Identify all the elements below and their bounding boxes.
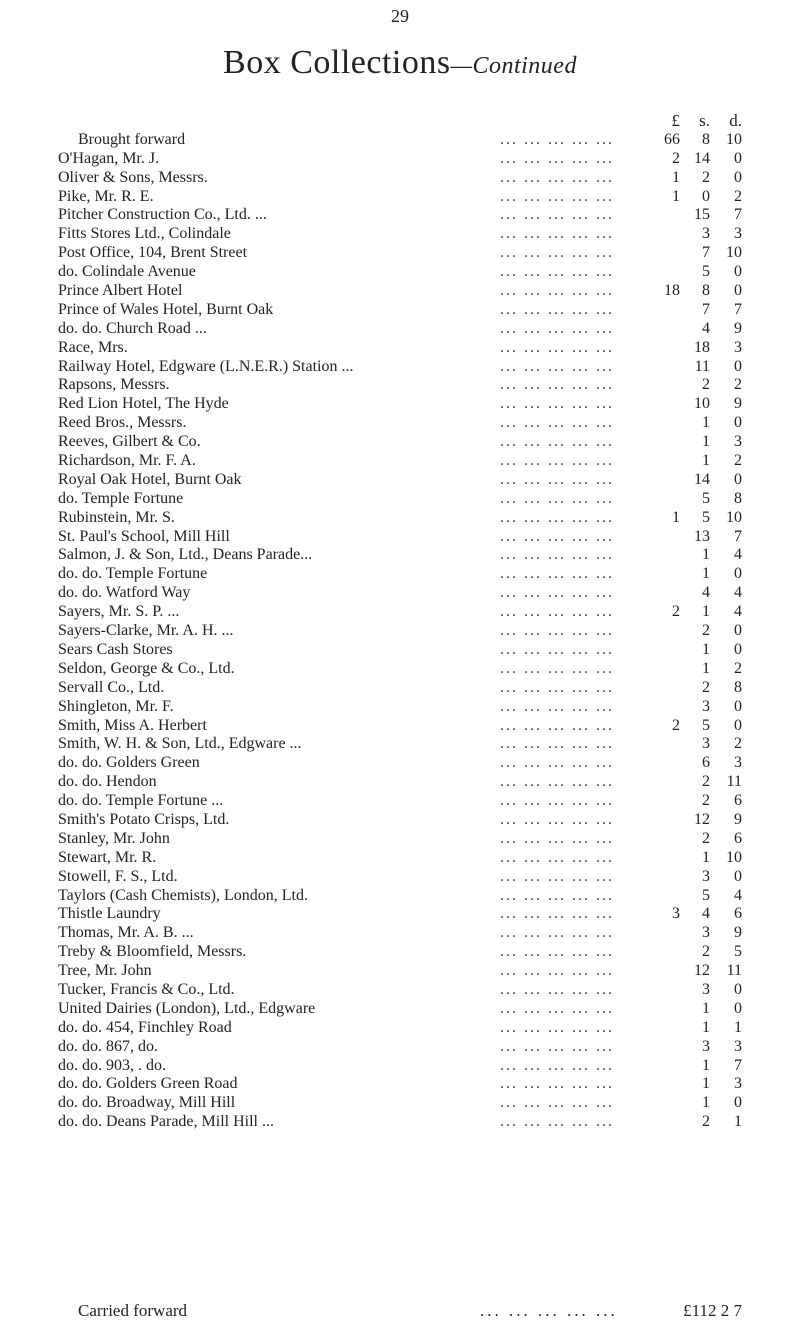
- entry-description: Railway Hotel, Edgware (L.N.E.R.) Station ...: [58, 357, 354, 375]
- amount-pence: 6: [734, 829, 742, 847]
- amount-shillings: 4: [702, 319, 710, 337]
- entry-description: Taylors (Cash Chemists), London, Ltd.: [58, 886, 308, 904]
- entry-description: do. do. Hendon: [58, 773, 157, 791]
- amount-pence: 3: [734, 225, 742, 243]
- amount-shillings: 14: [694, 149, 710, 167]
- ledger-row: [0, 735, 800, 754]
- entry-description: Fitts Stores Ltd., Colindale: [58, 225, 231, 243]
- amount-pence: 0: [734, 640, 742, 658]
- dot-leader: ... ... ... ... ...: [500, 489, 614, 507]
- dot-leader: ... ... ... ... ...: [500, 962, 614, 980]
- amount-shillings: 1: [702, 1075, 710, 1093]
- column-header-row: [0, 112, 800, 131]
- pounds-header: £: [671, 111, 680, 130]
- entry-description: do. do. Temple Fortune: [58, 565, 208, 583]
- dot-leader: ... ... ... ... ...: [500, 168, 614, 186]
- ledger-row: [0, 225, 800, 244]
- amount-shillings: 7: [702, 244, 710, 262]
- dot-leader: ... ... ... ... ...: [500, 773, 614, 791]
- dot-leader: ... ... ... ... ...: [500, 1037, 614, 1055]
- ledger-row: [0, 376, 800, 395]
- amount-shillings: 3: [702, 225, 710, 243]
- dot-leader: ... ... ... ... ...: [500, 810, 614, 828]
- ledger-row: [0, 773, 800, 792]
- entry-description: Rapsons, Messrs.: [58, 376, 170, 394]
- dot-leader: ... ... ... ... ...: [500, 867, 614, 885]
- ledger-row: [0, 509, 800, 528]
- amount-shillings: 2: [702, 376, 710, 394]
- ledger-row: [0, 679, 800, 698]
- amount-pence: 1: [734, 1113, 742, 1131]
- amount-shillings: 2: [702, 168, 710, 186]
- dot-leader: ... ... ... ... ...: [500, 924, 614, 942]
- amount-pence: 0: [734, 149, 742, 167]
- amount-pence: 11: [726, 962, 742, 980]
- amount-shillings: 3: [702, 1037, 710, 1055]
- ledger-row: [0, 320, 800, 339]
- ledger-row: [0, 490, 800, 509]
- amount-pence: 4: [734, 546, 742, 564]
- entry-description: United Dairies (London), Ltd., Edgware: [58, 999, 316, 1017]
- dot-leader: ... ... ... ... ...: [500, 697, 614, 715]
- amount-pence: 0: [734, 867, 742, 885]
- dot-leader: ... ... ... ... ...: [500, 376, 614, 394]
- dot-leader: ... ... ... ... ...: [500, 886, 614, 904]
- entry-description: Smith's Potato Crisps, Ltd.: [58, 810, 230, 828]
- amount-shillings: 3: [702, 735, 710, 753]
- amount-pence: 4: [734, 886, 742, 904]
- amount-pence: 0: [734, 168, 742, 186]
- ledger-row: [0, 981, 800, 1000]
- amount-pence: 0: [734, 470, 742, 488]
- amount-pence: 0: [734, 716, 742, 734]
- carried-forward-label: Carried forward: [78, 1301, 188, 1320]
- ledger-row: [0, 943, 800, 962]
- amount-pence: 3: [734, 1037, 742, 1055]
- ledger-row: [0, 811, 800, 830]
- amount-pence: 7: [734, 527, 742, 545]
- entry-description: Servall Co., Ltd.: [58, 678, 165, 696]
- amount-shillings: 1: [702, 565, 710, 583]
- entry-description: do. do. Church Road ...: [58, 319, 207, 337]
- ledger-row: [0, 339, 800, 358]
- dot-leader: ... ... ... ... ...: [500, 603, 614, 621]
- amount-pence: 8: [734, 489, 742, 507]
- ledger-row: [0, 641, 800, 660]
- ledger-row: [0, 282, 800, 301]
- dot-leader: ... ... ... ... ...: [500, 149, 614, 167]
- amount-pence: 0: [734, 263, 742, 281]
- amount-pence: 9: [734, 395, 742, 413]
- entry-description: Sayers-Clarke, Mr. A. H. ...: [58, 622, 234, 640]
- amount-pounds: 1: [672, 168, 680, 186]
- entry-description: Stewart, Mr. R.: [58, 848, 157, 866]
- amount-shillings: 7: [702, 300, 710, 318]
- entry-description: do. Temple Fortune: [58, 489, 184, 507]
- dot-leader: ... ... ... ... ...: [500, 452, 614, 470]
- ledger-row: [0, 414, 800, 433]
- dot-leader: ... ... ... ... ...: [500, 678, 614, 696]
- dot-leader: ... ... ... ... ...: [500, 263, 614, 281]
- entry-description: Stowell, F. S., Ltd.: [58, 867, 178, 885]
- amount-pence: 3: [734, 338, 742, 356]
- amount-shillings: 8: [702, 130, 710, 148]
- dot-leader: ... ... ... ... ...: [500, 546, 614, 564]
- amount-shillings: 1: [702, 640, 710, 658]
- ledger-row: [0, 301, 800, 320]
- dot-leader: ... ... ... ... ...: [500, 980, 614, 998]
- entry-description: Treby & Bloomfield, Messrs.: [58, 943, 247, 961]
- page-title: [0, 44, 800, 82]
- ledger-row: [0, 358, 800, 377]
- ledger-row: [0, 452, 800, 471]
- amount-shillings: 2: [702, 622, 710, 640]
- dot-leader: ... ... ... ... ...: [500, 319, 614, 337]
- ledger-row: [0, 887, 800, 906]
- entry-description: Richardson, Mr. F. A.: [58, 452, 196, 470]
- amount-pence: 0: [734, 999, 742, 1017]
- dot-leader: ... ... ... ... ...: [500, 943, 614, 961]
- ledger-row: [0, 1019, 800, 1038]
- entry-description: Brought forward: [78, 130, 186, 148]
- dot-leader: ... ... ... ... ...: [500, 584, 614, 602]
- amount-pence: 10: [726, 244, 742, 262]
- dot-leader: ... ... ... ... ...: [500, 622, 614, 640]
- entry-description: Sayers, Mr. S. P. ...: [58, 603, 180, 621]
- entry-description: Royal Oak Hotel, Burnt Oak: [58, 470, 242, 488]
- amount-pence: 1: [734, 1018, 742, 1036]
- ledger-row: [0, 905, 800, 924]
- entry-description: Smith, W. H. & Son, Ltd., Edgware ...: [58, 735, 302, 753]
- dot-leader: ... ... ... ... ...: [500, 735, 614, 753]
- amount-shillings: 2: [702, 792, 710, 810]
- ledger-row: [0, 849, 800, 868]
- amount-pence: 5: [734, 943, 742, 961]
- amount-pounds: 1: [672, 508, 680, 526]
- dot-leader: ... ... ... ... ...: [500, 905, 614, 923]
- dot-leader: ... ... ... ... ...: [500, 225, 614, 243]
- amount-pence: 2: [734, 452, 742, 470]
- amount-shillings: 18: [694, 338, 710, 356]
- amount-pence: 0: [734, 282, 742, 300]
- amount-pence: 2: [734, 659, 742, 677]
- dot-leader: ... ... ... ... ...: [500, 433, 614, 451]
- amount-shillings: 1: [702, 848, 710, 866]
- amount-shillings: 3: [702, 924, 710, 942]
- ledger-row: [0, 962, 800, 981]
- amount-pence: 4: [734, 584, 742, 602]
- dot-leader: ... ... ... ... ...: [500, 565, 614, 583]
- amount-shillings: 1: [702, 546, 710, 564]
- amount-pounds: 2: [672, 149, 680, 167]
- ledger-row: [0, 698, 800, 717]
- ledger-row: [0, 868, 800, 887]
- amount-shillings: 1: [702, 603, 710, 621]
- title-main: Box Collections: [223, 44, 451, 81]
- entry-description: do. do. 454, Finchley Road: [58, 1018, 232, 1036]
- ledger-row: [0, 565, 800, 584]
- entry-description: Red Lion Hotel, The Hyde: [58, 395, 229, 413]
- entry-description: Reeves, Gilbert & Co.: [58, 433, 201, 451]
- ledger-row: [0, 792, 800, 811]
- dot-leader: ... ... ... ... ...: [500, 848, 614, 866]
- amount-shillings: 5: [702, 508, 710, 526]
- ledger-row: [0, 622, 800, 641]
- amount-pence: 0: [734, 357, 742, 375]
- amount-pounds: 1: [672, 187, 680, 205]
- dot-leader: ... ... ... ... ...: [500, 1113, 614, 1131]
- amount-shillings: 3: [702, 980, 710, 998]
- ledger-row: [0, 546, 800, 565]
- amount-pounds: 3: [672, 905, 680, 923]
- entry-description: Seldon, George & Co., Ltd.: [58, 659, 235, 677]
- amount-shillings: 0: [702, 187, 710, 205]
- dot-leader: ... ... ... ... ...: [500, 357, 614, 375]
- amount-shillings: 2: [702, 773, 710, 791]
- ledger-row: [0, 924, 800, 943]
- ledger-row: [0, 1113, 800, 1132]
- amount-pence: 10: [726, 848, 742, 866]
- entry-description: Stanley, Mr. John: [58, 829, 170, 847]
- amount-pence: 3: [734, 1075, 742, 1093]
- entry-description: Oliver & Sons, Messrs.: [58, 168, 208, 186]
- amount-pence: 6: [734, 905, 742, 923]
- amount-pence: 4: [734, 603, 742, 621]
- page-number: 29: [391, 6, 409, 26]
- amount-pounds: 2: [672, 603, 680, 621]
- amount-pounds: 2: [672, 716, 680, 734]
- carried-forward-row: [0, 1301, 800, 1323]
- ledger-row: [0, 754, 800, 773]
- amount-shillings: 1: [702, 659, 710, 677]
- dot-leader: ... ... ... ... ...: [500, 1056, 614, 1074]
- amount-pence: 0: [734, 622, 742, 640]
- amount-shillings: 3: [702, 697, 710, 715]
- entry-description: Prince of Wales Hotel, Burnt Oak: [58, 300, 274, 318]
- amount-shillings: 2: [702, 943, 710, 961]
- entry-description: Shingleton, Mr. F.: [58, 697, 174, 715]
- amount-pence: 9: [734, 319, 742, 337]
- amount-shillings: 11: [694, 357, 710, 375]
- entry-description: Post Office, 104, Brent Street: [58, 244, 248, 262]
- amount-pounds: 18: [664, 282, 680, 300]
- amount-pence: 9: [734, 810, 742, 828]
- amount-pence: 0: [734, 1094, 742, 1112]
- ledger-row: [0, 1057, 800, 1076]
- amount-shillings: 4: [702, 905, 710, 923]
- dot-leader: ... ... ... ... ...: [500, 754, 614, 772]
- entry-description: do. do. Golders Green: [58, 754, 200, 772]
- entry-description: Rubinstein, Mr. S.: [58, 508, 175, 526]
- entry-description: Race, Mrs.: [58, 338, 128, 356]
- ledger-row: [0, 830, 800, 849]
- entry-description: Sears Cash Stores: [58, 640, 173, 658]
- dot-leader: ... ... ... ... ...: [500, 1075, 614, 1093]
- dot-leader: ... ... ... ... ...: [500, 1018, 614, 1036]
- ledger-row: [0, 395, 800, 414]
- carried-forward-total: £112 2 7: [683, 1301, 742, 1320]
- entry-description: Reed Bros., Messrs.: [58, 414, 187, 432]
- amount-shillings: 8: [702, 282, 710, 300]
- dot-leader: ... ... ... ... ...: [500, 206, 614, 224]
- dot-leader: ... ... ... ... ...: [500, 187, 614, 205]
- dot-leader: ... ... ... ... ...: [500, 640, 614, 658]
- ledger-row: [0, 263, 800, 282]
- amount-shillings: 3: [702, 867, 710, 885]
- amount-pence: 7: [734, 300, 742, 318]
- dot-leader: ... ... ... ... ...: [500, 395, 614, 413]
- ledger-rows: [0, 131, 800, 1132]
- ledger-row: [0, 1075, 800, 1094]
- ledger-row: [0, 1000, 800, 1019]
- amount-shillings: 5: [702, 886, 710, 904]
- dot-leader: ... ... ... ... ...: [500, 414, 614, 432]
- dot-leader: ... ... ... ... ...: [500, 338, 614, 356]
- amount-pence: 2: [734, 376, 742, 394]
- amount-shillings: 1: [702, 1056, 710, 1074]
- entry-description: do. Colindale Avenue: [58, 263, 196, 281]
- amount-pence: 7: [734, 1056, 742, 1074]
- amount-shillings: 2: [702, 678, 710, 696]
- amount-shillings: 12: [694, 810, 710, 828]
- amount-shillings: 5: [702, 489, 710, 507]
- amount-shillings: 1: [702, 452, 710, 470]
- entry-description: St. Paul's School, Mill Hill: [58, 527, 230, 545]
- dot-leader: ... ... ... ... ...: [500, 829, 614, 847]
- shillings-header: s.: [699, 111, 710, 130]
- dot-leader: ... ... ... ... ...: [500, 508, 614, 526]
- amount-pence: 8: [734, 678, 742, 696]
- ledger-row: [0, 717, 800, 736]
- dot-leader: ... ... ... ... ...: [500, 300, 614, 318]
- ledger-row: [0, 433, 800, 452]
- entry-description: Prince Albert Hotel: [58, 282, 183, 300]
- amount-shillings: 10: [694, 395, 710, 413]
- amount-pence: 3: [734, 754, 742, 772]
- amount-shillings: 14: [694, 470, 710, 488]
- ledger-row: [0, 169, 800, 188]
- amount-shillings: 12: [694, 962, 710, 980]
- entry-description: do. do. Broadway, Mill Hill: [58, 1094, 236, 1112]
- dot-leader: ... ... ... ... ...: [500, 1094, 614, 1112]
- ledger-row: [0, 660, 800, 679]
- entry-description: Salmon, J. & Son, Ltd., Deans Parade...: [58, 546, 313, 564]
- ledger-row: [0, 131, 800, 150]
- ledger-row: [0, 244, 800, 263]
- amount-pence: 2: [734, 735, 742, 753]
- ledger-row: [0, 1038, 800, 1057]
- dot-leader: ... ... ... ... ...: [500, 659, 614, 677]
- dot-leader: ... ... ... ... ...: [500, 792, 614, 810]
- amount-shillings: 6: [702, 754, 710, 772]
- dot-leader: ... ... ... ... ...: [500, 527, 614, 545]
- amount-shillings: 4: [702, 584, 710, 602]
- entry-description: do. do. Watford Way: [58, 584, 191, 602]
- amount-pence: 3: [734, 433, 742, 451]
- entry-description: O'Hagan, Mr. J.: [58, 149, 160, 167]
- amount-pence: 10: [726, 508, 742, 526]
- amount-shillings: 5: [702, 263, 710, 281]
- amount-shillings: 1: [702, 414, 710, 432]
- entry-description: Tucker, Francis & Co., Ltd.: [58, 980, 235, 998]
- entry-description: Pitcher Construction Co., Ltd. ...: [58, 206, 267, 224]
- entry-description: do. do. Deans Parade, Mill Hill ...: [58, 1113, 274, 1131]
- ledger-row: [0, 150, 800, 169]
- amount-pence: 2: [734, 187, 742, 205]
- amount-pounds: 66: [664, 130, 680, 148]
- dot-leader: ... ... ... ... ...: [500, 244, 614, 262]
- entry-description: Tree, Mr. John: [58, 962, 152, 980]
- ledger-row: [0, 528, 800, 547]
- entry-description: Thistle Laundry: [58, 905, 161, 923]
- amount-shillings: 1: [702, 1094, 710, 1112]
- amount-pence: 9: [734, 924, 742, 942]
- carried-forward-leader: ... ... ... ... ...: [480, 1301, 618, 1320]
- dot-leader: ... ... ... ... ...: [500, 470, 614, 488]
- pence-header: d.: [729, 111, 742, 130]
- amount-pence: 6: [734, 792, 742, 810]
- collections-ledger: [0, 112, 800, 1132]
- dot-leader: ... ... ... ... ...: [500, 999, 614, 1017]
- amount-pence: 10: [726, 130, 742, 148]
- amount-pence: 0: [734, 980, 742, 998]
- entry-description: do. do. 867, do.: [58, 1037, 158, 1055]
- amount-pence: 11: [726, 773, 742, 791]
- amount-pence: 7: [734, 206, 742, 224]
- amount-shillings: 1: [702, 999, 710, 1017]
- entry-description: Pike, Mr. R. E.: [58, 187, 154, 205]
- ledger-row: [0, 603, 800, 622]
- entry-description: do. do. Temple Fortune ...: [58, 792, 224, 810]
- amount-shillings: 15: [694, 206, 710, 224]
- entry-description: do. do. 903, . do.: [58, 1056, 166, 1074]
- ledger-row: [0, 206, 800, 225]
- ledger-row: [0, 584, 800, 603]
- dot-leader: ... ... ... ... ...: [500, 282, 614, 300]
- amount-pence: 0: [734, 565, 742, 583]
- entry-description: Thomas, Mr. A. B. ...: [58, 924, 194, 942]
- amount-shillings: 1: [702, 433, 710, 451]
- dot-leader: ... ... ... ... ...: [500, 716, 614, 734]
- ledger-row: [0, 188, 800, 207]
- amount-shillings: 13: [694, 527, 710, 545]
- amount-shillings: 2: [702, 1113, 710, 1131]
- dot-leader: ... ... ... ... ...: [500, 130, 614, 148]
- ledger-row: [0, 1094, 800, 1113]
- entry-description: do. do. Golders Green Road: [58, 1075, 238, 1093]
- title-continued: —Continued: [450, 53, 577, 79]
- amount-shillings: 1: [702, 1018, 710, 1036]
- amount-shillings: 5: [702, 716, 710, 734]
- amount-pence: 0: [734, 697, 742, 715]
- entry-description: Smith, Miss A. Herbert: [58, 716, 207, 734]
- ledger-row: [0, 471, 800, 490]
- amount-shillings: 2: [702, 829, 710, 847]
- amount-pence: 0: [734, 414, 742, 432]
